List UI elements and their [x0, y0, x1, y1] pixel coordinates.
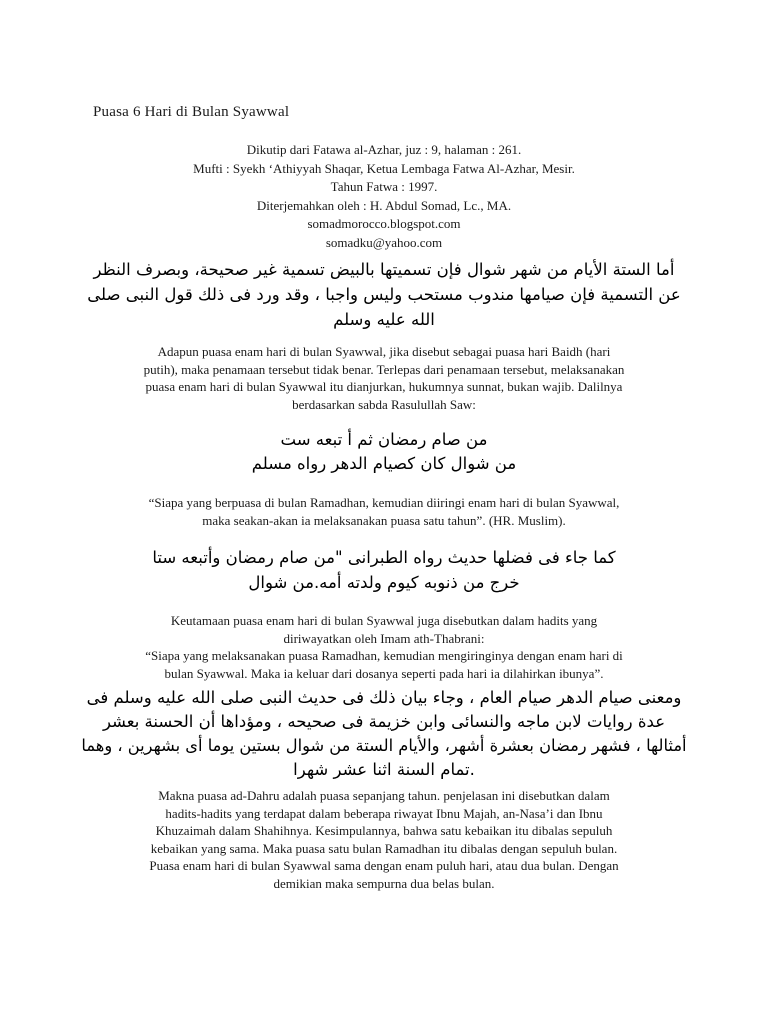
blog-link[interactable]: somadmorocco.blogspot.com [307, 216, 461, 231]
text-line: putih), maka penamaan tersebut tidak benar. Terlepas dari penamaan tersebut, melaksanakan [143, 361, 625, 377]
text-line: kebaikan yang sama. Maka puasa satu bulan Ramadhan itu dibalas dengan sepuluh bulan. [150, 840, 618, 856]
arabic-line: أما الستة الأيام من شهر شوال فإن تسميتها بالبيض تسمية غير صحيحة، وبصرف النظر [93, 260, 675, 279]
arabic-hadith-2 [110, 545, 658, 595]
text-line: Keutamaan puasa enam hari di bulan Syawwal juga disebutkan dalam hadits yang [170, 613, 598, 628]
text-line: Khuzaimah dalam Shahihnya. Kesimpulannya, bahwa satu kebaikan itu dibalas sepuluh [155, 823, 613, 838]
arabic-paragraph-2 [80, 686, 688, 782]
text-line: “Siapa yang berpuasa di bulan Ramadhan, kemudian diiringi enam hari di bulan Syawwal, [148, 495, 620, 510]
arabic-line: من شوال كان كصيام الدهر رواه مسلم [251, 454, 517, 473]
text-line: Makna puasa ad-Dahru adalah puasa sepanjang tahun. penjelasan ini disebutkan dalam [158, 788, 610, 803]
text-line: bulan Syawwal. Maka ia keluar dari dosanya seperti pada hari ia dilahirkan ibunya”. [164, 665, 604, 681]
text-line: puasa enam hari di bulan Syawwal itu dianjurkan, hukumnya sunnat, bukan wajib. Dalilnya [145, 379, 623, 394]
arabic-line: عدة روايات لابن ماجه والنسائى وابن خزيمة فى صحيحه ، ومؤداها أن الحسنة بعشر [102, 712, 666, 731]
text-line: diriwayatkan oleh Imam ath-Thabrani: [283, 630, 485, 646]
email-link[interactable]: somadku@yahoo.com [325, 234, 443, 250]
translation-paragraph-2 [90, 787, 678, 892]
text-line: Puasa enam hari di bulan Syawwal sama dengan enam puluh hari, atau dua bulan. Dengan [149, 858, 619, 873]
text-line: hadits-hadits yang terdapat dalam beberapa riwayat Ibnu Majah, an-Nasa’i dan Ibnu [165, 805, 603, 821]
arabic-line: الله عليه وسلم [333, 310, 435, 329]
arabic-line: عن التسمية فإن صيامها مندوب مستحب وليس واجبا ، وقد ورد فى ذلك قول النبى صلى [87, 285, 681, 304]
arabic-line: ومعنى صيام الدهر صيام العام ، وجاء بيان ذلك فى حديث النبى صلى الله عليه وسلم فى [86, 688, 682, 707]
arabic-line: .تمام السنة اثنا عشر شهرا [293, 760, 475, 779]
year-line: Tahun Fatwa : 1997. [330, 179, 438, 194]
arabic-line: من صام رمضان ثم أ تبعه ست [280, 430, 488, 449]
text-line: demikian maka sempurna dua belas bulan. [273, 875, 495, 891]
translation-hadith-1 [90, 494, 678, 529]
text-line: “Siapa yang melaksanakan puasa Ramadhan, kemudian mengiringinya dengan enam hari di [145, 648, 623, 663]
arabic-line: كما جاء فى فضلها حديث رواه الطبرانى "من صام رمضان وأتبعه ستا [152, 548, 616, 567]
translation-hadith-2 [90, 612, 678, 682]
arabic-paragraph-1 [80, 257, 688, 332]
translation-paragraph-1 [90, 343, 678, 413]
source-line: Dikutip dari Fatawa al-Azhar, juz : 9, halaman : 261. [246, 142, 522, 157]
arabic-hadith-1 [150, 428, 618, 476]
text-line: maka seakan-akan ia melaksanakan puasa satu tahun”. (HR. Muslim). [202, 512, 566, 528]
translator-line: Diterjemahkan oleh : H. Abdul Somad, Lc., MA. [256, 197, 512, 213]
mufti-line: Mufti : Syekh ‘Athiyyah Shaqar, Ketua Lembaga Fatwa Al-Azhar, Mesir. [193, 160, 575, 176]
document-title: Puasa 6 Hari di Bulan Syawwal [93, 104, 290, 120]
arabic-line: خرج من ذنوبه كيوم ولدته أمه.من شوال [248, 573, 520, 592]
text-line: berdasarkan sabda Rasulullah Saw: [292, 396, 476, 412]
text-line: Adapun puasa enam hari di bulan Syawwal, jika disebut sebagai puasa hari Baidh (hari [157, 344, 611, 359]
arabic-line: أمثالها ، فشهر رمضان بعشرة أشهر، والأيام الستة من شوال بستين يوما أى بشهرين ، وهما [81, 736, 687, 755]
source-info [100, 141, 668, 252]
